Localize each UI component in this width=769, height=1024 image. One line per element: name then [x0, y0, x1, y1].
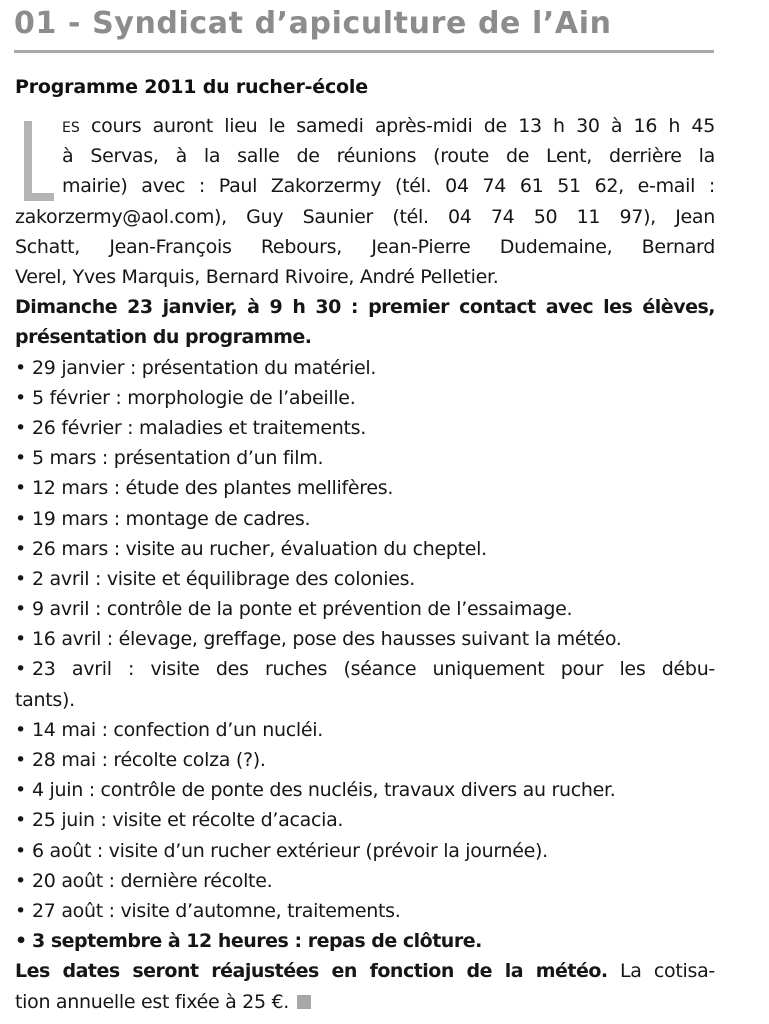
end-of-article-square-icon	[297, 995, 311, 1009]
schedule-item	[15, 896, 715, 926]
schedule-item	[15, 443, 715, 473]
schedule-item-text: 9 avril : contrôle de la ponte et prévention de l’essaimage.	[32, 598, 573, 621]
bullet-glyph: •	[15, 809, 26, 832]
bullet-glyph: •	[15, 749, 26, 771]
bullet-glyph: •	[15, 416, 26, 439]
bullet-glyph: •	[15, 537, 26, 560]
bullet-glyph: •	[15, 628, 26, 651]
schedule-item-text: 6 août : visite d’un rucher extérieur (prévoir la journée).	[32, 839, 548, 862]
schedule-item	[15, 534, 715, 564]
bullet-glyph: •	[15, 447, 26, 470]
page-header	[14, 4, 714, 53]
schedule-item	[15, 685, 715, 715]
schedule-item	[15, 866, 715, 896]
schedule-item-text: 20 août : dernière récolte.	[32, 869, 273, 892]
schedule-item-text: 5 mars : présentation d’un film.	[32, 447, 324, 470]
schedule-item-text: 25 juin : visite et récolte d’acacia.	[32, 809, 344, 832]
schedule-item-text: 19 mars : montage de cadres.	[32, 507, 311, 530]
bullet-glyph: •	[15, 658, 26, 681]
schedule-item-text: 14 mai : confection d’un nucléi.	[32, 718, 323, 741]
schedule-item	[15, 805, 715, 835]
schedule-item	[15, 383, 715, 413]
bullet-glyph: •	[15, 356, 26, 379]
bullet-glyph: •	[15, 567, 26, 590]
bullet-glyph: •	[15, 869, 26, 892]
closing-meal-text: 3 septembre à 12 heures : repas de clôture.	[32, 930, 482, 953]
intro-line: mairie) avec : Paul Zakorzermy (tél. 04 74 61 51 62, e-mail :	[62, 175, 715, 198]
schedule-item-text: 27 août : visite d’automne, traitements.	[32, 899, 401, 922]
intro-line: Schatt, Jean-François Rebours, Jean-Pierre Dudemaine, Bernard	[15, 235, 715, 258]
schedule-item-text: 26 mars : visite au rucher, évaluation du cheptel.	[32, 537, 487, 560]
closing-dates-rest: La cotisa-	[607, 960, 715, 983]
schedule-item-text: 5 février : morphologie de l’abeille.	[32, 386, 356, 409]
dropcap-letter	[24, 121, 54, 201]
schedule-item	[15, 504, 715, 534]
schedule-item-text: 16 avril : élevage, greffage, pose des hausses suivant la météo.	[32, 628, 622, 651]
schedule-list	[15, 353, 715, 927]
intro-line: Verel, Yves Marquis, Bernard Rivoire, André Pelletier.	[15, 266, 499, 288]
intro-line	[15, 111, 715, 141]
header-title: 01 - Syndicat d’apiculture de l’Ain	[14, 6, 612, 41]
closing-dates	[15, 956, 715, 986]
schedule-item	[15, 564, 715, 594]
bullet-glyph: •	[15, 718, 26, 741]
schedule-item	[15, 715, 715, 745]
schedule-item-text: 4 juin : contrôle de ponte des nucléis, travaux divers au rucher.	[32, 779, 616, 802]
bullet-glyph: •	[15, 839, 26, 862]
closing-fee	[15, 987, 715, 1017]
intro-line: à Servas, à la salle de réunions (route de Lent, derrière la	[62, 145, 715, 168]
closing-dates-bold: Les dates seront réajustées en fonction de la météo.	[15, 960, 608, 983]
schedule-item-text: 23 avril : visite des ruches (séance uniquement pour les débu-	[32, 658, 715, 681]
schedule-item-text: 29 janvier : présentation du matériel.	[32, 356, 377, 379]
schedule-item-text: tants).	[15, 688, 75, 711]
intro-smallcaps: ES	[62, 120, 80, 136]
bullet-glyph: •	[15, 598, 26, 621]
highlight-line: Dimanche 23 janvier, à 9 h 30 : premier contact avec les élèves,	[15, 296, 715, 319]
schedule-item	[15, 775, 715, 805]
bullet-glyph: •	[15, 507, 26, 530]
schedule-item	[15, 654, 715, 684]
schedule-item	[15, 624, 715, 654]
schedule-item	[15, 594, 715, 624]
intro-line: zakorzermy@aol.com), Guy Saunier (tél. 04 74 50 11 97), Jean	[15, 205, 715, 228]
bullet-glyph: •	[15, 899, 26, 922]
section-title: Programme 2011 du rucher-école	[15, 76, 368, 98]
bullet-glyph: •	[15, 386, 26, 409]
schedule-item	[15, 473, 715, 503]
schedule-item	[15, 745, 715, 775]
highlight-line: présentation du programme.	[15, 326, 312, 349]
bullet-glyph: •	[15, 930, 27, 953]
schedule-item	[15, 353, 715, 383]
schedule-item-text: 26 février : maladies et traitements.	[32, 416, 366, 439]
schedule-item-text: 12 mars : étude des plantes mellifères.	[32, 477, 394, 500]
schedule-item	[15, 413, 715, 443]
bullet-glyph: •	[15, 477, 26, 500]
bullet-glyph: •	[15, 779, 26, 802]
schedule-item	[15, 836, 715, 866]
article-body	[15, 111, 715, 1017]
intro-paragraph	[15, 111, 715, 262]
closing-meal	[15, 926, 715, 956]
schedule-item-text: 28 mai : récolte colza (?).	[32, 749, 266, 771]
schedule-item-text: 2 avril : visite et équilibrage des colonies.	[32, 567, 415, 590]
closing-fee-text: tion annuelle est fixée à 25 €.	[15, 990, 290, 1013]
intro-line-text: cours auront lieu le samedi après-midi de 13 h 30 à 16 h 45	[79, 115, 715, 137]
